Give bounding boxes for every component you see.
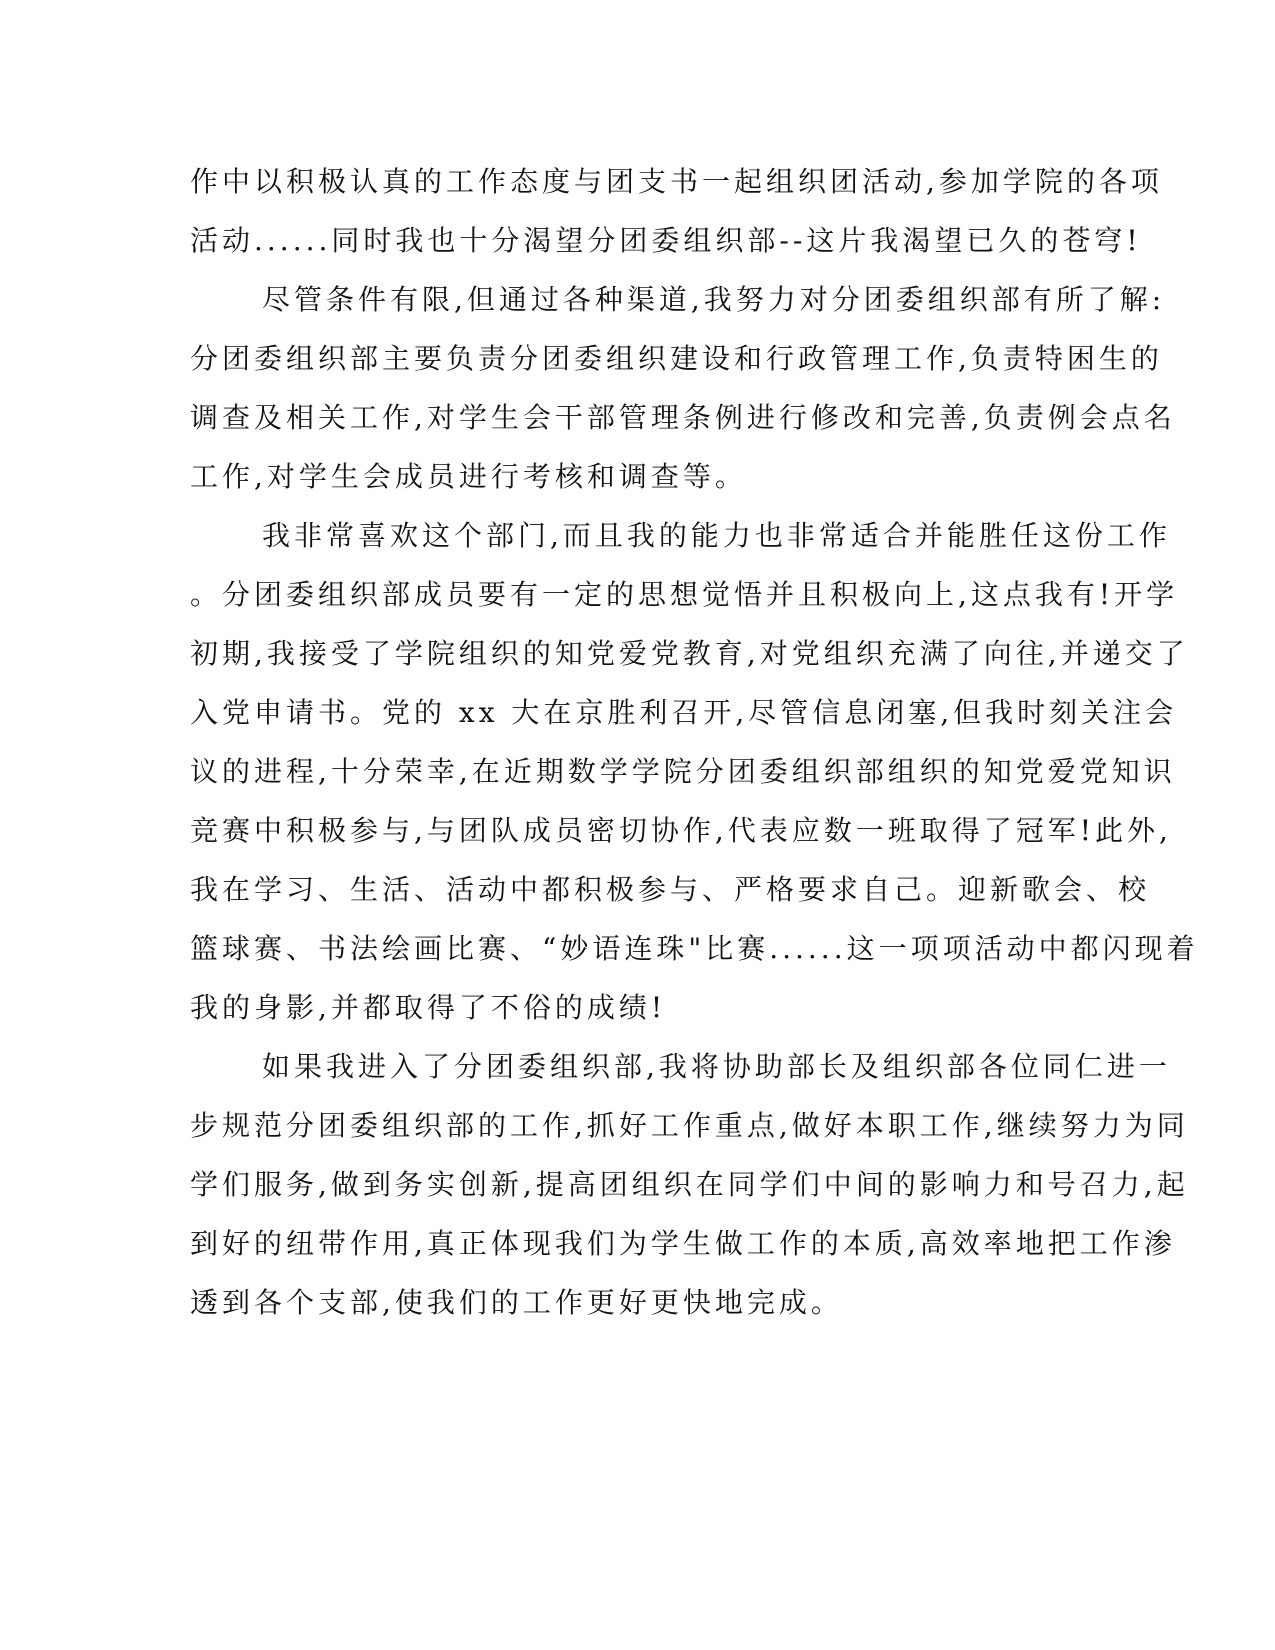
text-line: 透到各个支部,使我们的工作更好更快地完成。 [190,1286,843,1319]
paragraph-first-line: 如果我进入了分团委组织部,我将协助部长及组织部各位同仁进一 [262,1050,1171,1083]
text-line: 工作,对学生会成员进行考核和调查等。 [190,460,747,493]
text-line: 活动......同时我也十分渴望分团委组织部--这片我渴望已久的苍穹! [190,224,1142,257]
text-line: 作中以积极认真的工作态度与团支书一起组织团活动,参加学院的各项 [190,165,1163,198]
paragraph-first-line: 尽管条件有限,但通过各种渠道,我努力对分团委组织部有所了解: [262,283,1166,316]
text-line: 篮球赛、书法绘画比赛、“妙语连珠"比赛......这一项项活动中都闪现着 [190,932,1199,965]
text-line: 议的进程,十分荣幸,在近期数学学院分团委组织部组织的知党爱党知识 [190,755,1176,788]
text-line: 竞赛中积极参与,与团队成员密切协作,代表应数一班取得了冠军!此外, [190,814,1172,847]
text-line: 我在学习、生活、活动中都积极参与、严格要求自己。迎新歌会、校 [190,873,1151,906]
paragraph-first-line: 我非常喜欢这个部门,而且我的能力也非常适合并能胜任这份工作 [262,519,1171,552]
text-line: 初期,我接受了学院组织的知党爱党教育,对党组织充满了向往,并递交了 [190,637,1189,670]
text-line: 学们服务,做到务实创新,提高团组织在同学们中间的影响力和号召力,起 [190,1168,1189,1201]
text-line: 我的身影,并都取得了不俗的成绩! [190,991,667,1024]
text-line: 步规范分团委组织部的工作,抓好工作重点,做好本职工作,继续努力为同 [190,1109,1189,1142]
text-line: 入党申请书。党的 xx 大在京胜利召开,尽管信息闭塞,但我时刻关注会 [190,696,1178,729]
text-line: 调查及相关工作,对学生会干部管理条例进行修改和完善,负责例会点名 [190,401,1176,434]
text-line: 到好的纽带作用,真正体现我们为学生做工作的本质,高效率地把工作渗 [190,1227,1176,1260]
text-line: 分团委组织部主要负责分团委组织建设和行政管理工作,负责特困生的 [190,342,1163,375]
text-line: 。分团委组织部成员要有一定的思想觉悟并且积极向上,这点我有!开学 [190,578,1179,611]
